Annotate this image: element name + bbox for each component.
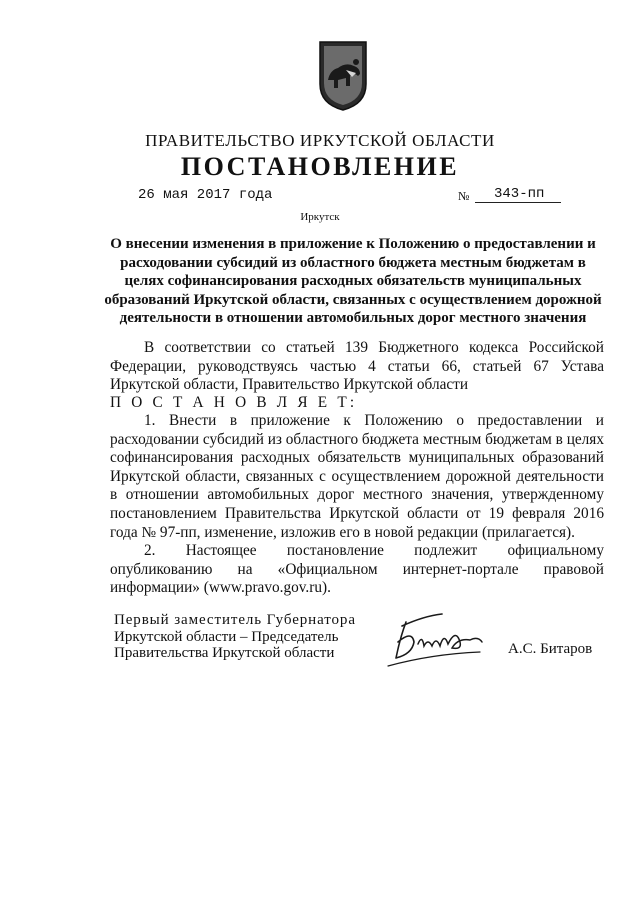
signer-name: А.С. Битаров — [508, 641, 593, 657]
document-number-block — [458, 186, 558, 204]
document-number: 343-пп — [494, 186, 545, 202]
position-line-2: Иркутской области – Председатель — [114, 628, 339, 645]
handwritten-signature — [382, 608, 494, 670]
document-title: О внесении изменения в приложение к Положению о предоставлении и расходовании субсидий из областного бюджета местным бюджетам в целях софинансирования расходных обязательств муниципальных образований Иркутской области, связанных с осуществлением дорожной деятельности в отношении автомобильных дорог местного значения — [104, 236, 602, 326]
document-city: Иркутск — [300, 211, 340, 223]
position-line-1: Первый заместитель Губернатора — [114, 612, 356, 628]
intro-paragraph: В соответствии со статьей 139 Бюджетного кодекса Российской Федерации, руководствуясь частью 4 статьи 66, статьей 67 Устава Иркутской области, Правительство Иркутской области — [110, 339, 604, 394]
number-underline — [475, 202, 561, 203]
decree-word: П О С Т А Н О В Л Я Е Т: — [110, 394, 358, 411]
position-line-3: Правительства Иркутской области — [114, 645, 335, 661]
document-type: ПОСТАНОВЛЕНИЕ — [180, 152, 460, 181]
signatory-position — [114, 612, 356, 662]
number-sign: № — [458, 189, 470, 203]
document-date: 26 мая 2017 года — [138, 187, 273, 203]
government-name: ПРАВИТЕЛЬСТВО ИРКУТСКОЙ ОБЛАСТИ — [145, 131, 495, 150]
decree-item-1: 1. Внести в приложение к Положению о предоставлении и расходовании субсидий из областного бюджета местным бюджетам в целях софинансирования расходных обязательств муниципальных образований Иркутской области, связанных с осуществлением дорожной деятельности в отношении автомобильных дорог местного значения, утвержденному постановлением Правительства Иркутской области от 19 февраля 2016 года № 97-пп, изменение, изложив его в новой редакции (прилагается). — [110, 412, 604, 541]
coat-of-arms-emblem — [316, 40, 370, 112]
decree-item-2: 2. Настоящее постановление подлежит официальному опубликованию на «Официальном интернет-портале правовой информации» (www.pravo.gov.ru). — [110, 542, 604, 597]
